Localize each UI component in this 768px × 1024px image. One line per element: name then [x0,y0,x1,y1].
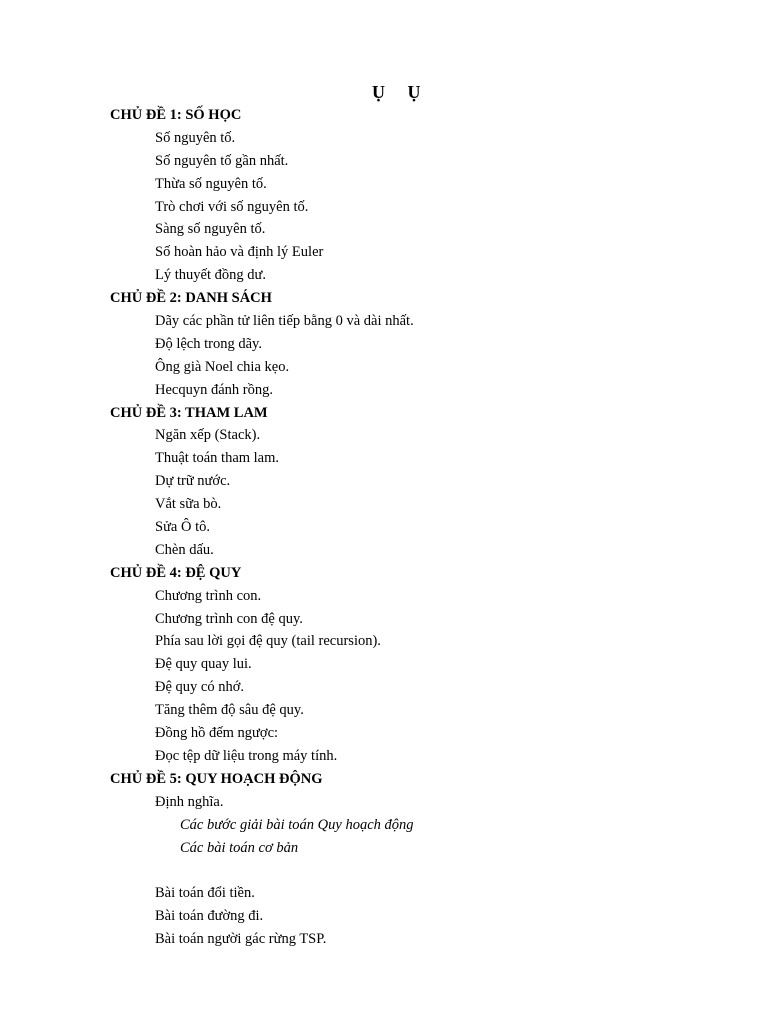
list-item: Chương trình con đệ quy. [155,610,303,627]
section-heading: CHỦ ĐỀ 1: SỐ HỌC [110,107,242,123]
list-item: Hecquyn đánh rồng. [155,381,273,398]
list-item: Dãy các phần tử liên tiếp bằng 0 và dài nhất. [155,313,414,330]
list-item: Tăng thêm độ sâu đệ quy. [155,702,304,719]
sub-list-item: Các bước giải bài toán Quy hoạch động [180,816,414,833]
list-item: Đọc tệp dữ liệu trong máy tính. [155,747,338,764]
list-item: Thừa số nguyên tố. [155,175,267,192]
list-item: Số nguyên tố. [155,129,236,146]
page-title: Ụ Ụ [372,82,421,102]
list-item: Thuật toán tham lam. [155,450,280,467]
list-item: Đệ quy quay lui. [155,656,252,673]
blank-line [110,859,750,882]
list-item: Định nghĩa. [155,793,224,810]
list-item: Đồng hồ đếm ngược: [155,725,279,742]
list-item: Sửa Ô tô. [155,519,210,536]
list-item: Số hoàn hảo và định lý Euler [155,244,324,261]
list-item: Đệ quy có nhớ. [155,679,245,696]
list-item: Lý thuyết đồng dư. [155,267,266,284]
list-item: Bài toán người gác rừng TSP. [155,931,327,948]
list-item: Phía sau lời gọi đệ quy (tail recursion). [155,633,381,650]
sub-list-item: Các bài toán cơ bản [180,839,299,856]
list-item: Sàng số nguyên tố. [155,221,266,238]
list-item: Số nguyên tố gần nhất. [155,152,289,169]
section-heading: CHỦ ĐỀ 2: DANH SÁCH [110,290,272,307]
list-item: Vắt sữa bò. [155,496,222,513]
section-heading: CHỦ ĐỀ 5: QUY HOẠCH ĐỘNG [110,770,323,787]
section-heading: CHỦ ĐỀ 4: ĐỆ QUY [110,564,242,581]
list-item: Chèn dấu. [155,541,214,558]
section-heading: CHỦ ĐỀ 3: THAM LAM [110,404,268,421]
table-of-contents [110,104,750,951]
list-item: Trò chơi với số nguyên tố. [155,198,309,215]
list-item: Chương trình con. [155,587,262,604]
list-item: Ông già Noel chia kẹo. [155,358,290,375]
list-item: Bài toán đổi tiền. [155,885,255,902]
list-item: Bài toán đường đi. [155,908,264,925]
list-item: Ngăn xếp (Stack). [155,427,261,444]
list-item: Dự trữ nước. [155,473,231,490]
list-item: Độ lệch trong dãy. [155,335,262,352]
